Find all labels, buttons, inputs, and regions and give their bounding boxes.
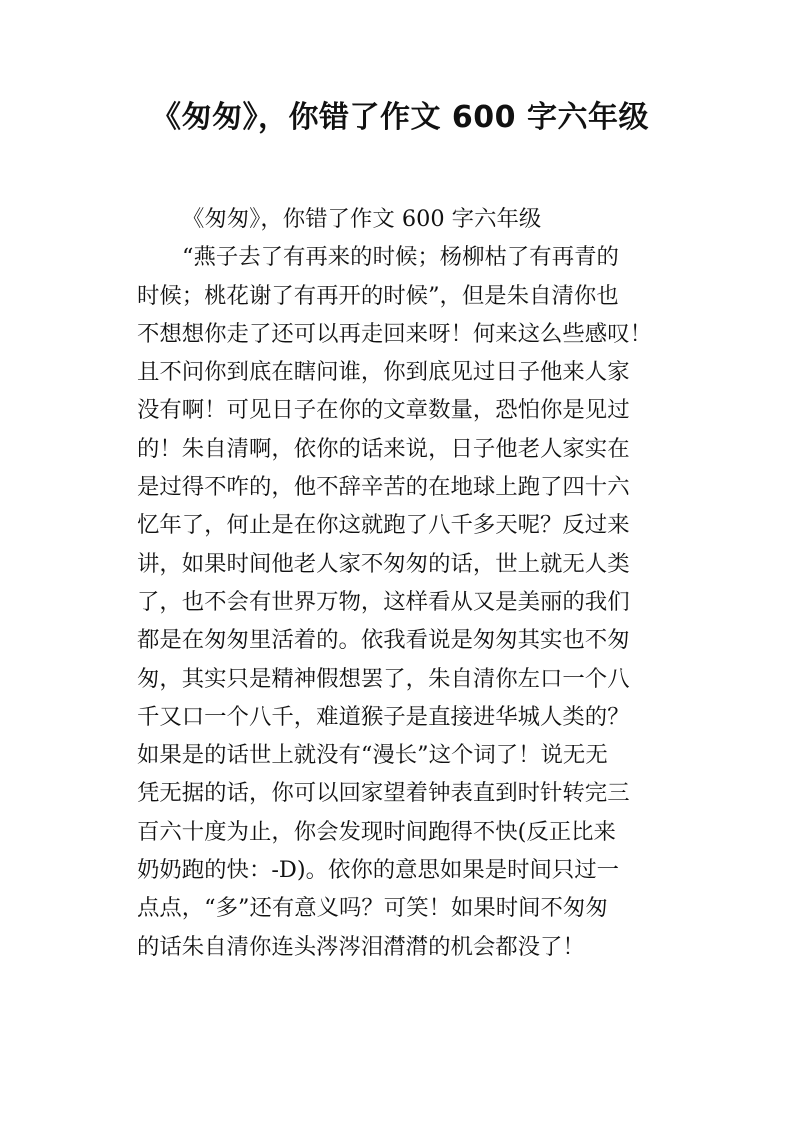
- paragraph-line: 的话朱自清你连头涔涔泪潸潸的机会都没了！: [137, 933, 585, 960]
- paragraph-line: 如果是的话世上就没有“漫长”这个词了！说无无: [137, 742, 608, 769]
- paragraph-line: 是过得不咋的，他不辞辛苦的在地球上跑了四十六: [137, 474, 630, 501]
- document-title: 《匆匆》，你错了作文 600 字六年级: [150, 100, 649, 135]
- paragraph-line: 的！朱自清啊，依你的话来说，日子他老人家实在: [137, 435, 630, 462]
- subtitle-line: 《匆匆》，你错了作文 600 字六年级: [182, 206, 542, 232]
- paragraph-line: 了，也不会有世界万物，这样看从又是美丽的我们: [137, 588, 630, 615]
- paragraph-line: “燕子去了有再来的时候；杨柳枯了有再青的: [182, 244, 619, 271]
- paragraph-line: 凭无据的话，你可以回家望着钟表直到时针转完三: [137, 780, 630, 807]
- paragraph-line: 奶奶跑的快：-D)。依你的意思如果是时间只过一: [137, 857, 620, 884]
- paragraph-line: 忆年了，何止是在你这就跑了八千多天呢？反过来: [137, 512, 630, 539]
- paragraph-line: 千又口一个八千，难道猴子是直接进华城人类的？: [137, 703, 630, 730]
- paragraph-line: 都是在匆匆里活着的。依我看说是匆匆其实也不匆: [137, 627, 630, 654]
- paragraph-line: 点点，“多”还有意义吗？可笑！如果时间不匆匆: [137, 895, 608, 922]
- paragraph-line: 不想想你走了还可以再走回来呀！何来这么些感叹！: [137, 320, 652, 347]
- paragraph-line: 匆，其实只是精神假想罢了，朱自清你左口一个八: [137, 665, 630, 692]
- paragraph-line: 讲，如果时间他老人家不匆匆的话，世上就无人类: [137, 550, 630, 577]
- paragraph-line: 没有啊！可见日子在你的文章数量，恐怕你是见过: [137, 397, 630, 424]
- paragraph-line: 百六十度为止，你会发现时间跑得不快(反正比来: [137, 818, 616, 845]
- paragraph-line: 时候；桃花谢了有再开的时候”，但是朱自清你也: [137, 282, 619, 309]
- paragraph-line: 且不问你到底在瞎问谁，你到底见过日子他来人家: [137, 359, 630, 386]
- document-body: [137, 200, 697, 966]
